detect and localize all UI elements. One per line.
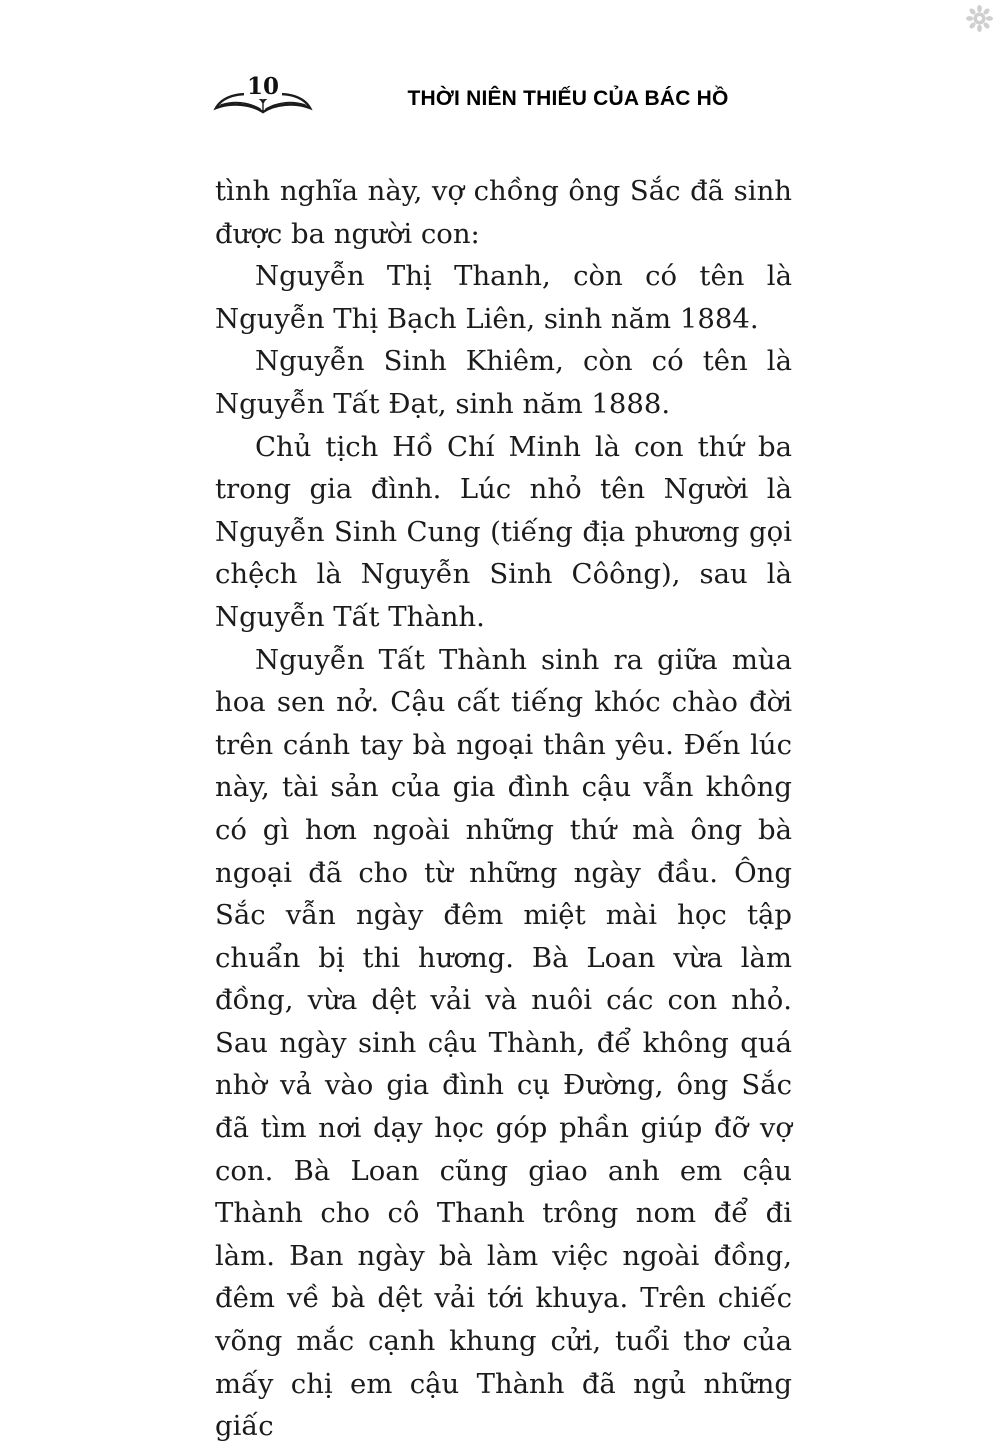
gear-icon[interactable] (966, 5, 993, 32)
running-header-title: THỜI NIÊN THIẾU CỦA BÁC HỒ (407, 87, 729, 110)
paragraph: Chủ tịch Hồ Chí Minh là con thứ ba trong gia đình. Lúc nhỏ tên Người là Nguyễn Sinh Cung (tiếng địa phương gọi chệch là Nguyễn Sinh Côông), sau là Nguyễn Tất Thành. (215, 430, 792, 633)
page-number: 10 (244, 74, 282, 99)
paragraph: Nguyễn Tất Thành sinh ra giữa mùa hoa sen nở. Cậu cất tiếng khóc chào đời trên cánh tay bà ngoại thân yêu. Đến lúc này, tài sản của gia đình cậu vẫn không có gì hơn ngoài những thứ mà ông bà ngoại đã cho từ những ngày đầu. Ông Sắc vẫn ngày đêm miệt mài học tập chuẩn bị thi hương. Bà Loan vừa làm đồng, vừa dệt vải và nuôi các con nhỏ. Sau ngày sinh cậu Thành, để không quá nhờ vả vào gia đình cụ Đường, ông Sắc đã tìm nơi dạy học góp phần giúp đỡ vợ con. Bà Loan cũng giao anh em cậu Thành cho cô Thanh trông nom để đi làm. Ban ngày bà làm việc ngoài đồng, đêm về bà dệt vải tới khuya. Trên chiếc võng mắc cạnh khung cửi, tuổi thơ của mấy chị em cậu Thành đã ngủ những giấc (215, 643, 792, 1443)
paragraph: Nguyễn Thị Thanh, còn có tên là Nguyễn Thị Bạch Liên, sinh năm 1884. (215, 260, 792, 335)
page-text-block (215, 170, 792, 1448)
paragraph: tình nghĩa này, vợ chồng ông Sắc đã sinh được ba người con: (215, 175, 792, 250)
paragraph: Nguyễn Sinh Khiêm, còn có tên là Nguyễn Tất Đạt, sinh năm 1888. (215, 345, 792, 420)
page-number-ornament (213, 73, 313, 122)
running-header (213, 73, 793, 122)
